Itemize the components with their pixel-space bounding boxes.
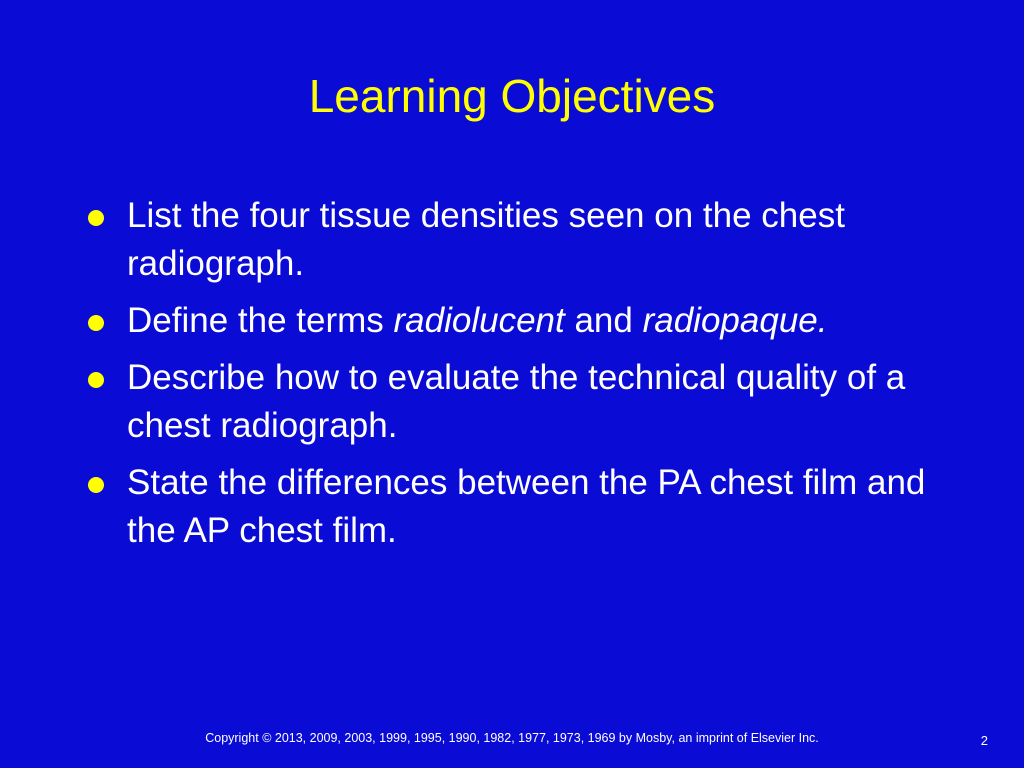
objective-text-middle: and	[564, 301, 643, 340]
objective-text: List the four tissue densities seen on the chest radiograph.	[127, 196, 845, 283]
bullet-dot-icon	[88, 477, 104, 493]
learning-objectives-list	[86, 192, 966, 564]
objective-text	[127, 297, 966, 345]
objective-item-3	[86, 354, 966, 450]
copyright-footer: Copyright © 2013, 2009, 2003, 1999, 1995, 1990, 1982, 1977, 1973, 1969 by Mosby, an imprint of Elsevier Inc.	[205, 731, 819, 745]
slide-title: Learning Objectives	[308, 70, 716, 122]
bullet-dot-icon	[88, 210, 104, 226]
objective-text: Describe how to evaluate the technical quality of a chest radiograph.	[127, 358, 906, 445]
objective-text: State the differences between the PA chest film and the AP chest film.	[127, 463, 926, 550]
bullet-dot-icon	[88, 315, 104, 331]
term-radiopaque: radiopaque.	[642, 301, 828, 340]
term-radiolucent: radiolucent	[393, 301, 565, 340]
objective-text-prefix: Define the terms	[127, 301, 394, 340]
objective-item-2	[86, 297, 966, 345]
slide-page-number: 2	[980, 733, 988, 748]
bullet-dot-icon	[88, 372, 104, 388]
objective-item-1	[86, 192, 966, 288]
objective-item-4	[86, 459, 966, 555]
